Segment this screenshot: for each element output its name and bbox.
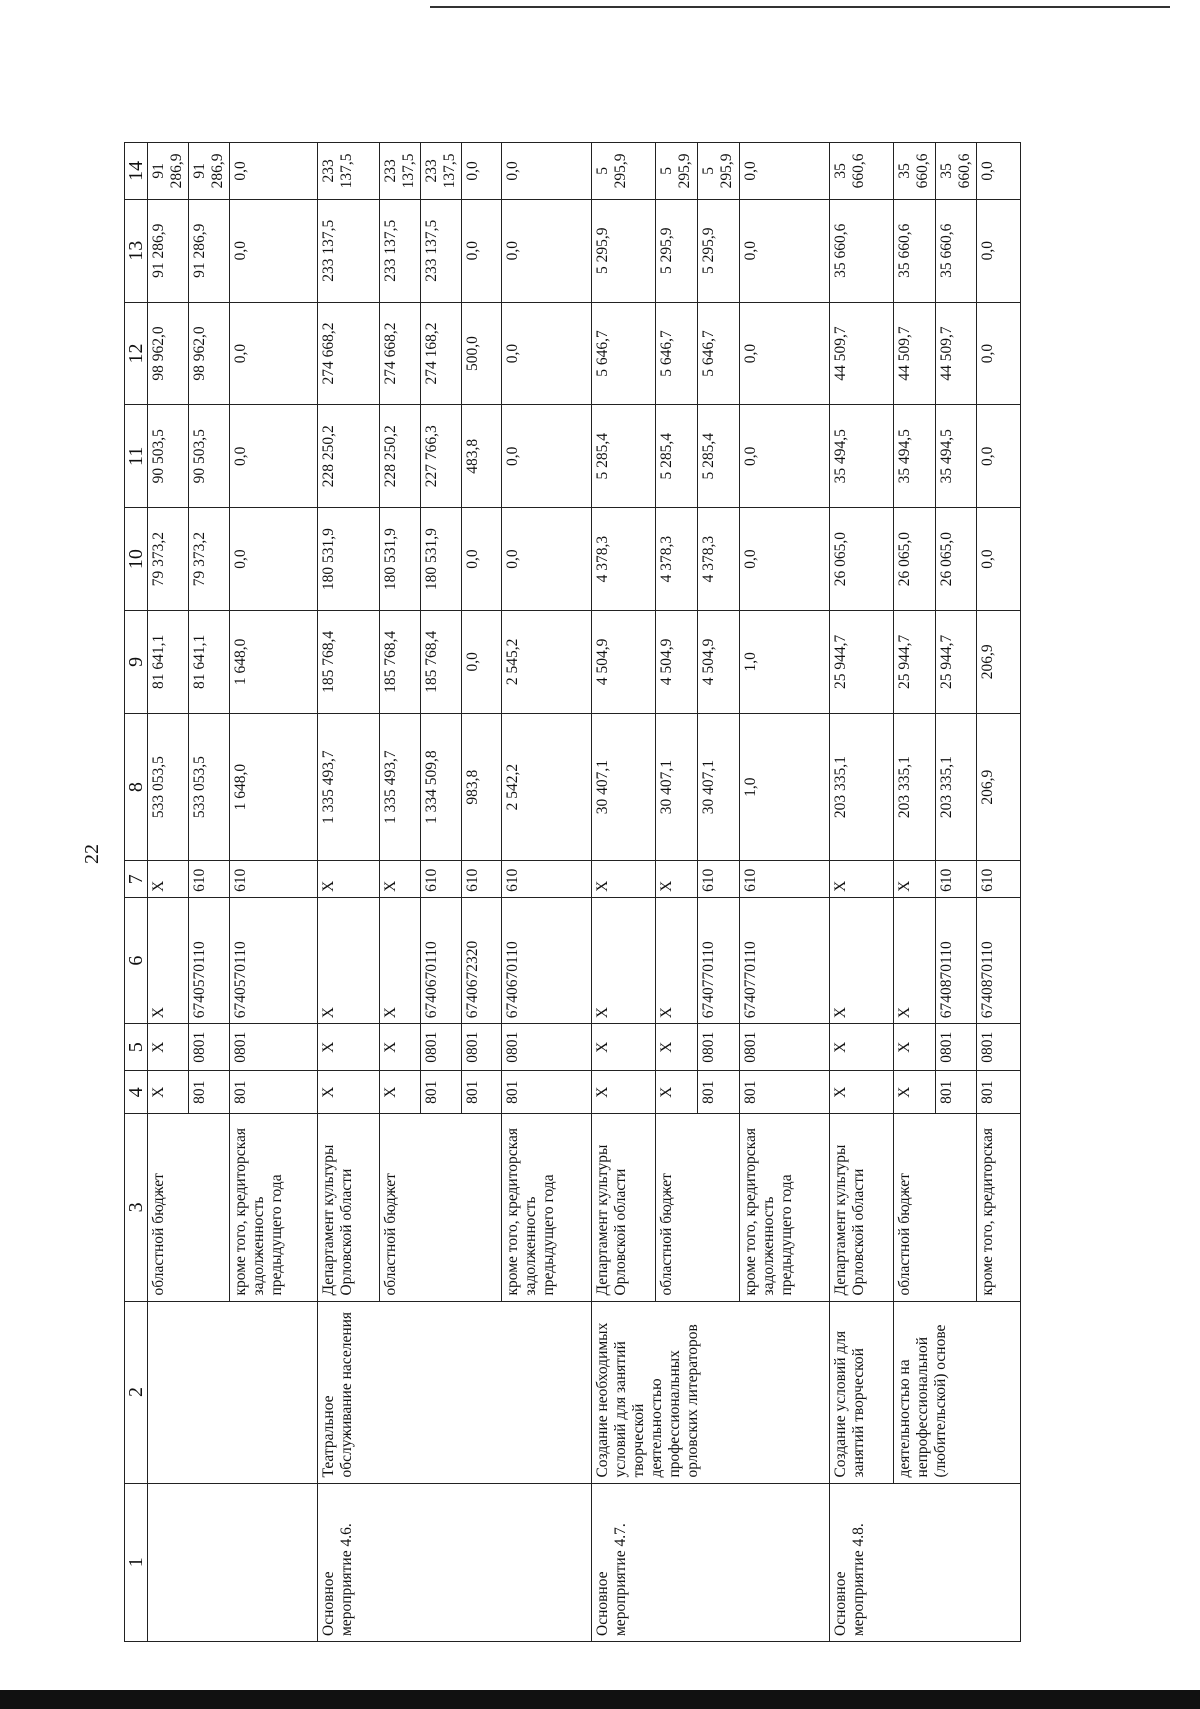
value-cell: 35 660,6 bbox=[894, 199, 936, 302]
csr-cell: Х bbox=[656, 897, 698, 1023]
grbs-cell: 801 bbox=[977, 1071, 1021, 1114]
csr-cell: 6740570110 bbox=[230, 897, 318, 1023]
value-cell: 0,0 bbox=[462, 610, 502, 713]
value-cell: 0,0 bbox=[230, 405, 318, 508]
vr-cell: Х bbox=[380, 861, 421, 897]
rzpr-cell: Х bbox=[894, 1024, 936, 1071]
value-cell: 5 646,7 bbox=[698, 302, 740, 405]
vr-cell: 610 bbox=[740, 861, 830, 897]
value-cell: 0,0 bbox=[502, 199, 592, 302]
vr-cell: Х bbox=[148, 861, 189, 897]
grbs-cell: Х bbox=[318, 1071, 380, 1114]
value-cell: 98 962,0 bbox=[189, 302, 230, 405]
rzpr-cell: Х bbox=[148, 1024, 189, 1071]
value-cell: 233 137,5 bbox=[380, 143, 421, 200]
value-cell: 0,0 bbox=[230, 508, 318, 611]
value-cell: 5 285,4 bbox=[656, 405, 698, 508]
vr-cell: 610 bbox=[936, 861, 977, 897]
csr-cell: 6740870110 bbox=[936, 897, 977, 1023]
value-cell: 91 286,9 bbox=[148, 199, 189, 302]
source-cell: кроме того, кредиторская bbox=[977, 1114, 1021, 1301]
event-cell bbox=[148, 1483, 318, 1641]
grbs-cell: 801 bbox=[698, 1071, 740, 1114]
value-cell: 5 295,9 bbox=[698, 143, 740, 200]
table-row bbox=[830, 143, 894, 1642]
value-cell: 203 335,1 bbox=[936, 713, 977, 861]
source-cell: Департамент культуры Орловской области bbox=[318, 1114, 380, 1301]
value-cell: 5 646,7 bbox=[592, 302, 656, 405]
value-cell: 0,0 bbox=[740, 199, 830, 302]
value-cell: 4 504,9 bbox=[698, 610, 740, 713]
rzpr-cell: 0801 bbox=[421, 1024, 462, 1071]
value-cell: 0,0 bbox=[462, 199, 502, 302]
grbs-cell: Х bbox=[894, 1071, 936, 1114]
value-cell: 4 378,3 bbox=[656, 508, 698, 611]
value-cell: 0,0 bbox=[462, 143, 502, 200]
value-cell: 4 378,3 bbox=[698, 508, 740, 611]
csr-cell: Х bbox=[830, 897, 894, 1023]
csr-cell: Х bbox=[592, 897, 656, 1023]
value-cell: 35 494,5 bbox=[894, 405, 936, 508]
source-cell: Департамент культуры Орловской области bbox=[830, 1114, 894, 1301]
value-cell: 533 053,5 bbox=[148, 713, 189, 861]
value-cell: 91 286,9 bbox=[189, 199, 230, 302]
value-cell: 228 250,2 bbox=[318, 405, 380, 508]
vr-cell: Х bbox=[894, 861, 936, 897]
value-cell: 5 295,9 bbox=[592, 199, 656, 302]
value-cell: 81 641,1 bbox=[148, 610, 189, 713]
description-cell: деятельностью на непрофессиональной (любительской) основе bbox=[894, 1301, 1021, 1483]
bottom-scan-edge bbox=[0, 1690, 1200, 1709]
table-row bbox=[148, 143, 189, 1642]
grbs-cell: 801 bbox=[740, 1071, 830, 1114]
value-cell: 35 494,5 bbox=[830, 405, 894, 508]
value-cell: 180 531,9 bbox=[318, 508, 380, 611]
value-cell: 0,0 bbox=[977, 405, 1021, 508]
value-cell: 203 335,1 bbox=[894, 713, 936, 861]
page-number: 22 bbox=[81, 844, 103, 864]
header-cell: 6 bbox=[125, 897, 148, 1023]
value-cell: 30 407,1 bbox=[592, 713, 656, 861]
grbs-cell: 801 bbox=[936, 1071, 977, 1114]
value-cell: 500,0 bbox=[462, 302, 502, 405]
value-cell: 227 766,3 bbox=[421, 405, 462, 508]
value-cell: 44 509,7 bbox=[936, 302, 977, 405]
source-cell: Департамент культуры Орловской области bbox=[592, 1114, 656, 1301]
value-cell: 0,0 bbox=[502, 143, 592, 200]
value-cell: 0,0 bbox=[977, 199, 1021, 302]
header-cell: 14 bbox=[125, 143, 148, 200]
header-cell: 5 bbox=[125, 1024, 148, 1071]
value-cell: 5 285,4 bbox=[698, 405, 740, 508]
table-row bbox=[318, 143, 380, 1642]
rzpr-cell: Х bbox=[830, 1024, 894, 1071]
source-cell: областной бюджет bbox=[894, 1114, 977, 1301]
value-cell: 1 335 493,7 bbox=[380, 713, 421, 861]
source-cell: областной бюджет bbox=[380, 1114, 502, 1301]
value-cell: 206,9 bbox=[977, 610, 1021, 713]
value-cell: 2 545,2 bbox=[502, 610, 592, 713]
value-cell: 0,0 bbox=[230, 199, 318, 302]
event-cell: Основное мероприятие 4.6. bbox=[318, 1483, 592, 1641]
grbs-cell: 801 bbox=[230, 1071, 318, 1114]
value-cell: 180 531,9 bbox=[421, 508, 462, 611]
rzpr-cell: 0801 bbox=[462, 1024, 502, 1071]
vr-cell: Х bbox=[318, 861, 380, 897]
value-cell: 5 295,9 bbox=[656, 199, 698, 302]
vr-cell: Х bbox=[830, 861, 894, 897]
value-cell: 185 768,4 bbox=[421, 610, 462, 713]
budget-table bbox=[124, 142, 1021, 1642]
value-cell: 30 407,1 bbox=[698, 713, 740, 861]
value-cell: 5 295,9 bbox=[656, 143, 698, 200]
csr-cell: 6740670110 bbox=[421, 897, 462, 1023]
rotated-table-wrapper bbox=[124, 142, 1054, 1642]
rzpr-cell: 0801 bbox=[189, 1024, 230, 1071]
value-cell: 35 660,6 bbox=[936, 143, 977, 200]
value-cell: 0,0 bbox=[502, 302, 592, 405]
value-cell: 203 335,1 bbox=[830, 713, 894, 861]
value-cell: 233 137,5 bbox=[421, 199, 462, 302]
grbs-cell: 801 bbox=[462, 1071, 502, 1114]
grbs-cell: Х bbox=[656, 1071, 698, 1114]
value-cell: 983,8 bbox=[462, 713, 502, 861]
description-cell bbox=[148, 1301, 318, 1483]
value-cell: 0,0 bbox=[502, 508, 592, 611]
table-row bbox=[894, 143, 936, 1642]
value-cell: 233 137,5 bbox=[421, 143, 462, 200]
header-cell: 13 bbox=[125, 199, 148, 302]
csr-cell: Х bbox=[380, 897, 421, 1023]
rzpr-cell: Х bbox=[592, 1024, 656, 1071]
value-cell: 0,0 bbox=[230, 302, 318, 405]
value-cell: 0,0 bbox=[230, 143, 318, 200]
vr-cell: 610 bbox=[189, 861, 230, 897]
value-cell: 44 509,7 bbox=[894, 302, 936, 405]
grbs-cell: Х bbox=[830, 1071, 894, 1114]
header-cell: 1 bbox=[125, 1483, 148, 1641]
value-cell: 35 660,6 bbox=[894, 143, 936, 200]
rzpr-cell: 0801 bbox=[977, 1024, 1021, 1071]
event-cell: Основное мероприятие 4.8. bbox=[830, 1483, 1021, 1641]
source-cell: кроме того, кредиторская задолженность предыдущего года bbox=[230, 1114, 318, 1301]
description-cell: Создание условий для занятий творческой bbox=[830, 1301, 894, 1483]
value-cell: 5 295,9 bbox=[592, 143, 656, 200]
value-cell: 4 504,9 bbox=[656, 610, 698, 713]
rzpr-cell: 0801 bbox=[502, 1024, 592, 1071]
rzpr-cell: Х bbox=[318, 1024, 380, 1071]
value-cell: 25 944,7 bbox=[936, 610, 977, 713]
value-cell: 26 065,0 bbox=[936, 508, 977, 611]
csr-cell: 6740770110 bbox=[698, 897, 740, 1023]
csr-cell: 6740670110 bbox=[502, 897, 592, 1023]
header-cell: 11 bbox=[125, 405, 148, 508]
value-cell: 81 641,1 bbox=[189, 610, 230, 713]
value-cell: 185 768,4 bbox=[318, 610, 380, 713]
vr-cell: 610 bbox=[421, 861, 462, 897]
source-cell: кроме того, кредиторская задолженность предыдущего года bbox=[502, 1114, 592, 1301]
header-cell: 2 bbox=[125, 1301, 148, 1483]
value-cell: 79 373,2 bbox=[148, 508, 189, 611]
value-cell: 0,0 bbox=[977, 302, 1021, 405]
value-cell: 25 944,7 bbox=[830, 610, 894, 713]
value-cell: 206,9 bbox=[977, 713, 1021, 861]
grbs-cell: 801 bbox=[502, 1071, 592, 1114]
value-cell: 180 531,9 bbox=[380, 508, 421, 611]
value-cell: 1 335 493,7 bbox=[318, 713, 380, 861]
vr-cell: Х bbox=[656, 861, 698, 897]
value-cell: 26 065,0 bbox=[830, 508, 894, 611]
vr-cell: 610 bbox=[462, 861, 502, 897]
header-cell: 9 bbox=[125, 610, 148, 713]
value-cell: 2 542,2 bbox=[502, 713, 592, 861]
rzpr-cell: 0801 bbox=[740, 1024, 830, 1071]
value-cell: 1 334 509,8 bbox=[421, 713, 462, 861]
rzpr-cell: 0801 bbox=[698, 1024, 740, 1071]
value-cell: 35 660,6 bbox=[830, 199, 894, 302]
value-cell: 274 668,2 bbox=[318, 302, 380, 405]
header-cell: 4 bbox=[125, 1071, 148, 1114]
value-cell: 0,0 bbox=[462, 508, 502, 611]
value-cell: 233 137,5 bbox=[318, 143, 380, 200]
value-cell: 0,0 bbox=[740, 508, 830, 611]
value-cell: 26 065,0 bbox=[894, 508, 936, 611]
header-cell: 10 bbox=[125, 508, 148, 611]
csr-cell: 6740770110 bbox=[740, 897, 830, 1023]
value-cell: 35 660,6 bbox=[936, 199, 977, 302]
csr-cell: Х bbox=[318, 897, 380, 1023]
value-cell: 25 944,7 bbox=[894, 610, 936, 713]
table-row bbox=[592, 143, 656, 1642]
header-row bbox=[125, 143, 148, 1642]
csr-cell: Х bbox=[148, 897, 189, 1023]
value-cell: 1 648,0 bbox=[230, 610, 318, 713]
vr-cell: Х bbox=[592, 861, 656, 897]
value-cell: 5 285,4 bbox=[592, 405, 656, 508]
header-cell: 12 bbox=[125, 302, 148, 405]
value-cell: 91 286,9 bbox=[148, 143, 189, 200]
csr-cell: 6740672320 bbox=[462, 897, 502, 1023]
rzpr-cell: 0801 bbox=[230, 1024, 318, 1071]
vr-cell: 610 bbox=[698, 861, 740, 897]
grbs-cell: Х bbox=[148, 1071, 189, 1114]
value-cell: 79 373,2 bbox=[189, 508, 230, 611]
value-cell: 5 646,7 bbox=[656, 302, 698, 405]
rzpr-cell: 0801 bbox=[936, 1024, 977, 1071]
vr-cell: 610 bbox=[502, 861, 592, 897]
top-rule bbox=[430, 6, 1170, 8]
value-cell: 185 768,4 bbox=[380, 610, 421, 713]
value-cell: 98 962,0 bbox=[148, 302, 189, 405]
value-cell: 274 668,2 bbox=[380, 302, 421, 405]
grbs-cell: Х bbox=[592, 1071, 656, 1114]
value-cell: 1,0 bbox=[740, 713, 830, 861]
vr-cell: 610 bbox=[977, 861, 1021, 897]
event-cell: Основное мероприятие 4.7. bbox=[592, 1483, 830, 1641]
vr-cell: 610 bbox=[230, 861, 318, 897]
value-cell: 233 137,5 bbox=[318, 199, 380, 302]
grbs-cell: Х bbox=[380, 1071, 421, 1114]
value-cell: 5 295,9 bbox=[698, 199, 740, 302]
header-cell: 8 bbox=[125, 713, 148, 861]
csr-cell: 6740570110 bbox=[189, 897, 230, 1023]
value-cell: 91 286,9 bbox=[189, 143, 230, 200]
value-cell: 1,0 bbox=[740, 610, 830, 713]
value-cell: 0,0 bbox=[740, 302, 830, 405]
description-cell: Театральное обслуживание населения bbox=[318, 1301, 592, 1483]
grbs-cell: 801 bbox=[189, 1071, 230, 1114]
value-cell: 0,0 bbox=[502, 405, 592, 508]
value-cell: 228 250,2 bbox=[380, 405, 421, 508]
value-cell: 44 509,7 bbox=[830, 302, 894, 405]
value-cell: 483,8 bbox=[462, 405, 502, 508]
value-cell: 233 137,5 bbox=[380, 199, 421, 302]
grbs-cell: 801 bbox=[421, 1071, 462, 1114]
header-cell: 3 bbox=[125, 1114, 148, 1301]
source-cell: областной бюджет bbox=[148, 1114, 230, 1301]
rzpr-cell: Х bbox=[656, 1024, 698, 1071]
description-cell: Создание необходимых условий для занятий творческой деятельностью профессиональных орловских литераторов bbox=[592, 1301, 830, 1483]
value-cell: 35 660,6 bbox=[830, 143, 894, 200]
value-cell: 533 053,5 bbox=[189, 713, 230, 861]
value-cell: 0,0 bbox=[977, 508, 1021, 611]
value-cell: 4 504,9 bbox=[592, 610, 656, 713]
rzpr-cell: Х bbox=[380, 1024, 421, 1071]
value-cell: 30 407,1 bbox=[656, 713, 698, 861]
value-cell: 274 168,2 bbox=[421, 302, 462, 405]
source-cell: областной бюджет bbox=[656, 1114, 740, 1301]
value-cell: 35 494,5 bbox=[936, 405, 977, 508]
value-cell: 0,0 bbox=[977, 143, 1021, 200]
value-cell: 90 503,5 bbox=[189, 405, 230, 508]
value-cell: 90 503,5 bbox=[148, 405, 189, 508]
value-cell: 4 378,3 bbox=[592, 508, 656, 611]
header-cell: 7 bbox=[125, 861, 148, 897]
value-cell: 1 648,0 bbox=[230, 713, 318, 861]
value-cell: 0,0 bbox=[740, 405, 830, 508]
source-cell: кроме того, кредиторская задолженность предыдущего года bbox=[740, 1114, 830, 1301]
csr-cell: 6740870110 bbox=[977, 897, 1021, 1023]
csr-cell: Х bbox=[894, 897, 936, 1023]
value-cell: 0,0 bbox=[740, 143, 830, 200]
